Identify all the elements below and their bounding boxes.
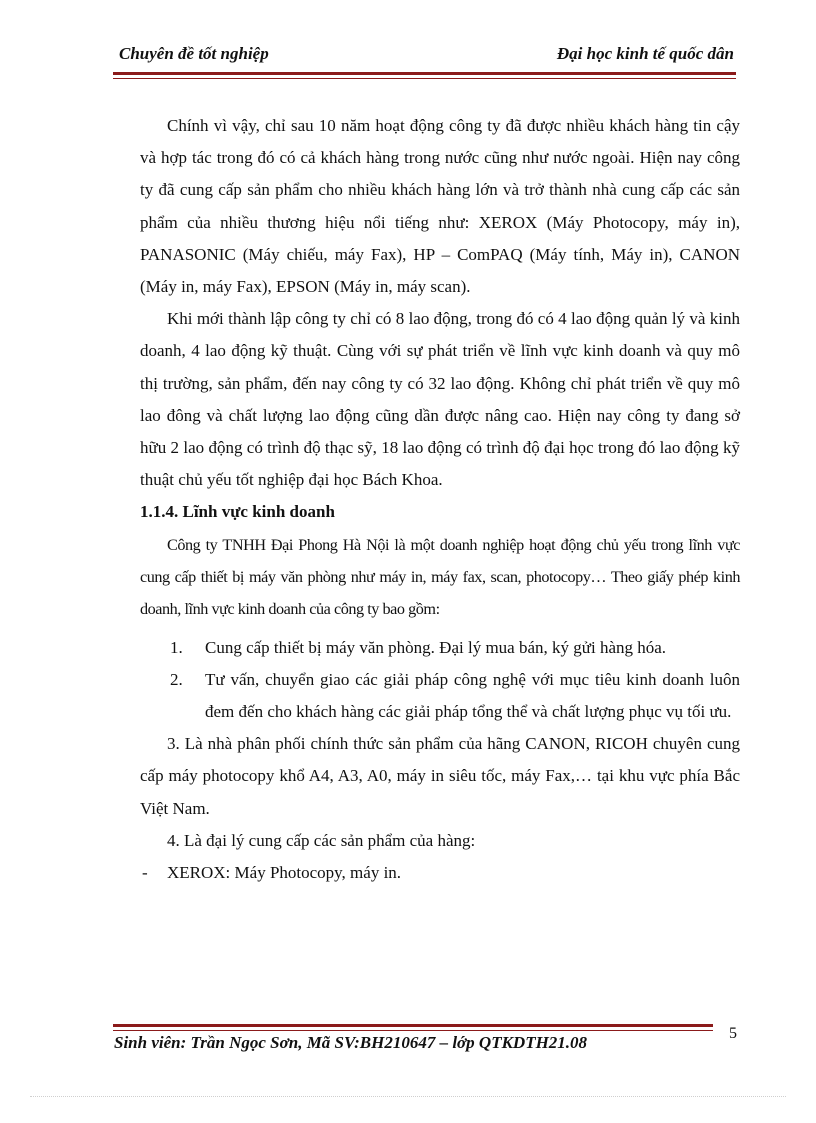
page-bottom-dotted-line (30, 1096, 786, 1097)
paragraph-4: 3. Là nhà phân phối chính thức sản phẩm của hãng CANON, RICOH chuyên cung cấp máy photocopy khổ A4, A3, A0, máy in siêu tốc, máy Fax,… tại khu vực phía Bắc Việt Nam. (140, 734, 740, 818)
paragraph-3: Công ty TNHH Đại Phong Hà Nội là một doanh nghiệp hoạt động chủ yếu trong lĩnh vực cung cấp thiết bị máy văn phòng như máy in, máy fax, scan, photocopy… Theo giấy phép kinh doanh, lĩnh vực kinh doanh của công ty bao gồm: (140, 535, 740, 618)
list-item-number: 2. (170, 669, 183, 689)
dash-bullet: - (142, 863, 148, 883)
paragraph-1: Chính vì vậy, chỉ sau 10 năm hoạt động công ty đã được nhiều khách hàng tin cậy và hợp tác trong đó có cả khách hàng trong nước cũng như nước ngoài. Hiện nay công ty đã cung cấp sản phẩm cho nhiều khách hàng lớn và trở thành nhà cung cấp các sản phẩm của nhiều thương hiệu nổi tiếng như: XEROX (Máy Photocopy, máy in), PANASONIC (Máy chiếu, máy Fax), HP – ComPAQ (Máy tính, Máy in), CANON (Máy in, máy Fax), EPSON (Máy in, máy scan). (140, 116, 740, 297)
list-item-text: Cung cấp thiết bị máy văn phòng. Đại lý mua bán, ký gửi hàng hóa. (205, 637, 667, 657)
footer-student-info: Sinh viên: Trần Ngọc Sơn, Mã SV:BH210647 – lớp QTKDTH21.08 (114, 1033, 588, 1052)
paragraph-2: Khi mới thành lập công ty chỉ có 8 lao động, trong đó có 4 lao động quản lý và kinh doanh, 4 lao động kỹ thuật. Cùng với sự phát triển về lĩnh vực kinh doanh và quy mô thị trường, sản phẩm, đến nay công ty có 32 lao động. Không chỉ phát triển về quy mô lao đông và chất lượng lao động cũng dần được nâng cao. Hiện nay công ty đang sở hữu 2 lao động có trình độ thạc sỹ, 18 lao động có trình độ đại học trong đó lao động kỹ thuật chủ yếu tốt nghiệp đại học Bách Khoa. (140, 309, 740, 490)
header-rule-thin (113, 78, 736, 79)
header-rule-thick (113, 72, 736, 75)
header-right-title: Đại học kinh tế quốc dân (556, 44, 734, 63)
list-item-number: 1. (170, 637, 183, 657)
header-left-title: Chuyên đề tốt nghiệp (119, 44, 269, 63)
paragraph-5: 4. Là đại lý cung cấp các sản phẩm của hàng: (167, 830, 476, 850)
footer-rule-thick (113, 1024, 713, 1027)
page-body (140, 110, 740, 889)
section-heading: 1.1.4. Lĩnh vực kinh doanh (140, 502, 335, 522)
dash-item-text: XEROX: Máy Photocopy, máy in. (167, 863, 402, 883)
list-item-text: Tư vấn, chuyển giao các giải pháp công nghệ với mục tiêu kinh doanh luôn đem đến cho khách hàng các giải pháp tổng thể và chất lượng phục vụ tối ưu. (205, 669, 740, 722)
dash-list-item (140, 857, 740, 889)
page-number: 5 (729, 1025, 737, 1042)
list-item (140, 664, 740, 728)
footer-rule-thin (113, 1030, 713, 1031)
list-item (140, 632, 740, 664)
